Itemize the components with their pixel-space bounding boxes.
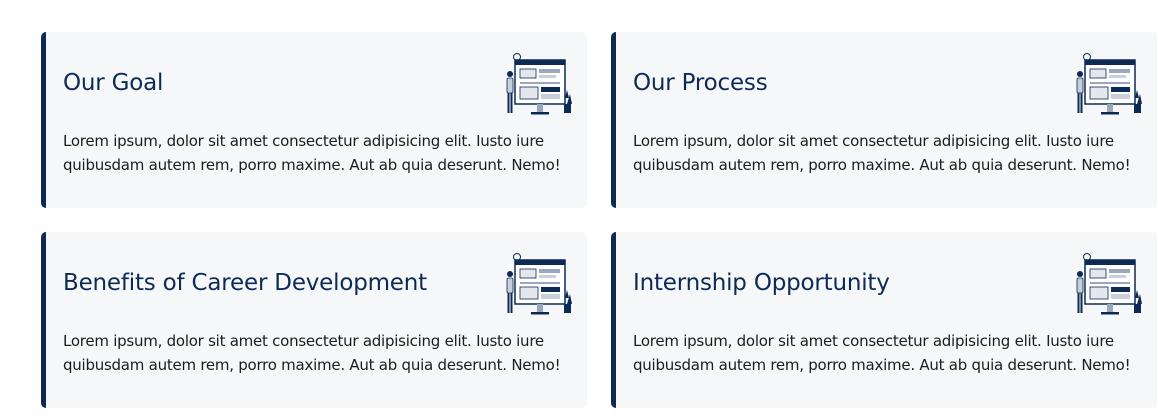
dashboard-illustration-icon	[1071, 252, 1143, 322]
dashboard-illustration-icon	[501, 52, 573, 122]
card-our-process	[611, 32, 1157, 208]
card-our-goal	[41, 32, 587, 208]
card-description: Lorem ipsum, dolor sit amet consectetur adipisicing elit. Iusto iure quibusdam autem rem, porro maxime. Aut ab quia deserunt. Nemo!	[633, 332, 1131, 374]
card-benefits-of-career-development	[41, 232, 587, 408]
card-internship-opportunity	[611, 232, 1157, 408]
card-description: Lorem ipsum, dolor sit amet consectetur adipisicing elit. Iusto iure quibusdam autem rem, porro maxime. Aut ab quia deserunt. Nemo!	[63, 332, 561, 374]
card-title: Benefits of Career Development	[63, 270, 427, 296]
dashboard-illustration-icon	[1071, 52, 1143, 122]
card-title: Internship Opportunity	[633, 270, 890, 296]
card-description: Lorem ipsum, dolor sit amet consectetur adipisicing elit. Iusto iure quibusdam autem rem, porro maxime. Aut ab quia deserunt. Nemo!	[633, 132, 1131, 174]
dashboard-illustration-icon	[501, 252, 573, 322]
card-title: Our Goal	[63, 70, 164, 96]
card-title: Our Process	[633, 70, 768, 96]
card-description: Lorem ipsum, dolor sit amet consectetur adipisicing elit. Iusto iure quibusdam autem rem, porro maxime. Aut ab quia deserunt. Nemo!	[63, 132, 561, 174]
